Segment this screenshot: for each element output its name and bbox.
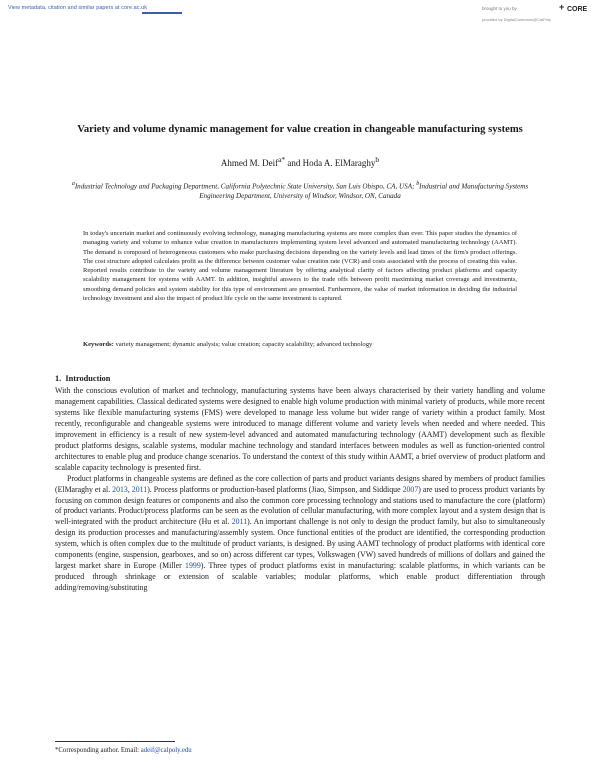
intro-paragraph-1: With the conscious evolution of market and technology, manufacturing systems have been always characterised by their variety handling and volume management capabilities. Classical dedicated systems were designed to enable high volume production with minimal variety of products, while more recent systems like flexible manufacturing systems (FMS) were developed to manage less volume but wider range of variety within a product family. Most recently, reconfigurable and changeable systems were introduced to manage different volume and variety levels when needed and where needed. This improvement in efficiency is a result of new system-level advanced and automated manufacturing technology (AAMT) development such as flexible product platforms designs, scalable systems, modular machine technology and standard interfaces between modules as well as function-oriented control architectures to enable plug and produce change scenarios. To understand the context of this study within AAMT, a brief overview of product platform and scalable capacity technology is presented first. xyxy=(55,386,545,472)
banner-underline xyxy=(142,12,182,14)
text-run: ). An important challenge is not only to design the product family, but also to simultaneously design its production processes and manufacturing/assembly system. Once functional entities of the product are identified, the corresponding production system, which is often complex due to the multitude of product variants, is designed. By using AAMT technology of product platforms with identical core components (engine, suspension, gearboxes, and so on) across different car types, Volkswagen (VW) saved hundreds of millions of dollars and gained the largest market share in Europe (Miller xyxy=(55,517,545,571)
keywords-label: Keywords: xyxy=(83,341,114,348)
author-deif-sup: a* xyxy=(278,155,286,164)
text-run: ). Process platforms or production-based platforms (Jiao, Simpson, and Siddique xyxy=(147,484,403,494)
citation-link[interactable]: 2011 xyxy=(131,484,148,494)
affil-a-sup: a xyxy=(71,181,75,187)
authors-line xyxy=(55,155,545,168)
section-heading xyxy=(55,374,110,383)
footnote xyxy=(55,747,192,754)
keywords xyxy=(83,341,517,348)
view-metadata-link[interactable]: View metadata, citation and similar papers at core.ac.uk xyxy=(8,5,148,11)
authors-joiner: and xyxy=(285,158,303,168)
core-logo[interactable] xyxy=(559,3,589,23)
text-run: , xyxy=(127,484,132,494)
abstract: In today's uncertain market and continuously evolving technology, managing manufacturing systems are more complex than ever. This paper studies the dynamics of managing variety and volume to enhance value creation in manufacturers implementing system level advanced and automated manufacturing technology (AAMT). The demand is composed of heterogeneous customers who make purchasing decisions depending on the variety levels and lead times of the firm's product offerings. The cost structure adopted calculates profit as the difference between customer value creation rate (VCR) and costs associated with the process of creating this value. Reported results contribute to the variety and volume management literature by offering analytical clarity of factors affecting product platforms and capacity scalability management for systems with AAMT. In addition, insightful answers to the trade offs between profit maximising market coverage and investments, smoothing demand policies and system stability for this type of environment are presented. Furthermore, the value of market information in deciding the industrial technology investment and also the impact of product life cycle on the same investment is captured. xyxy=(83,230,517,302)
brought-to-you-text: brought to you by xyxy=(482,6,517,11)
provided-by-text[interactable]: provided by DigitalCommons@CalPoly xyxy=(482,17,551,22)
section-title: Introduction xyxy=(65,374,111,383)
affil-a: Industrial Technology and Packaging Department, California Polytechnic State University, San Luis Obispo, CA, USA; xyxy=(74,182,417,191)
footnote-label: *Corresponding author. Email: xyxy=(55,747,141,754)
core-banner xyxy=(0,0,600,30)
paper-title: Variety and volume dynamic management for value creation in changeable manufacturing systems xyxy=(77,124,523,135)
text-run: ) are used to process product variants by focusing on common design features or components and also the common core processing technology and stations used to manufacture the core (platform) of product variants. Product/process platforms can be seen as the evolution of cellular manufacturing, with more complex layout and a system design that is well-integrated with the product architecture (Hu et al. xyxy=(55,484,545,527)
keywords-list: variety management; dynamic analysis; value creation; capacity scalability; advanced technology xyxy=(115,341,373,348)
body-text xyxy=(55,386,545,594)
author-elmaraghy-sup: b xyxy=(375,155,380,164)
core-logo-text: CORE xyxy=(567,6,588,13)
section-number: 1. xyxy=(55,374,62,383)
affiliations xyxy=(58,179,542,201)
affil-b: Industrial and Manufacturing Systems Engineering Department, University of Windsor, Windsor, ON, Canada xyxy=(199,182,529,201)
citation-link[interactable]: 1999 xyxy=(185,561,201,571)
footnote-rule xyxy=(55,741,175,742)
affil-b-sup: b xyxy=(416,181,420,187)
text-run: ). Three types of product platforms exist in manufacturing: scalable platforms, in which variants can be produced through shrinkage or extension of scalable variables; modular platforms, which enable product differentiation through adding/removing/substituting xyxy=(55,561,546,593)
author-elmaraghy: Hoda A. ElMaraghy xyxy=(302,158,376,168)
intro-paragraph-2 xyxy=(55,474,545,594)
core-logo-icon: + xyxy=(559,2,565,12)
citation-link[interactable]: 2011 xyxy=(231,517,248,527)
author-deif: Ahmed M. Deif xyxy=(220,158,279,168)
text-run: Product platforms in changeable systems are defined as the core collection of parts and product variants designs shared by members of product families (ElMaraghy et al. xyxy=(55,473,545,494)
citation-link[interactable]: 2007 xyxy=(402,484,419,494)
author-email-link[interactable]: adeif@calpoly.edu xyxy=(140,747,192,754)
citation-link[interactable]: 2013 xyxy=(112,484,128,494)
